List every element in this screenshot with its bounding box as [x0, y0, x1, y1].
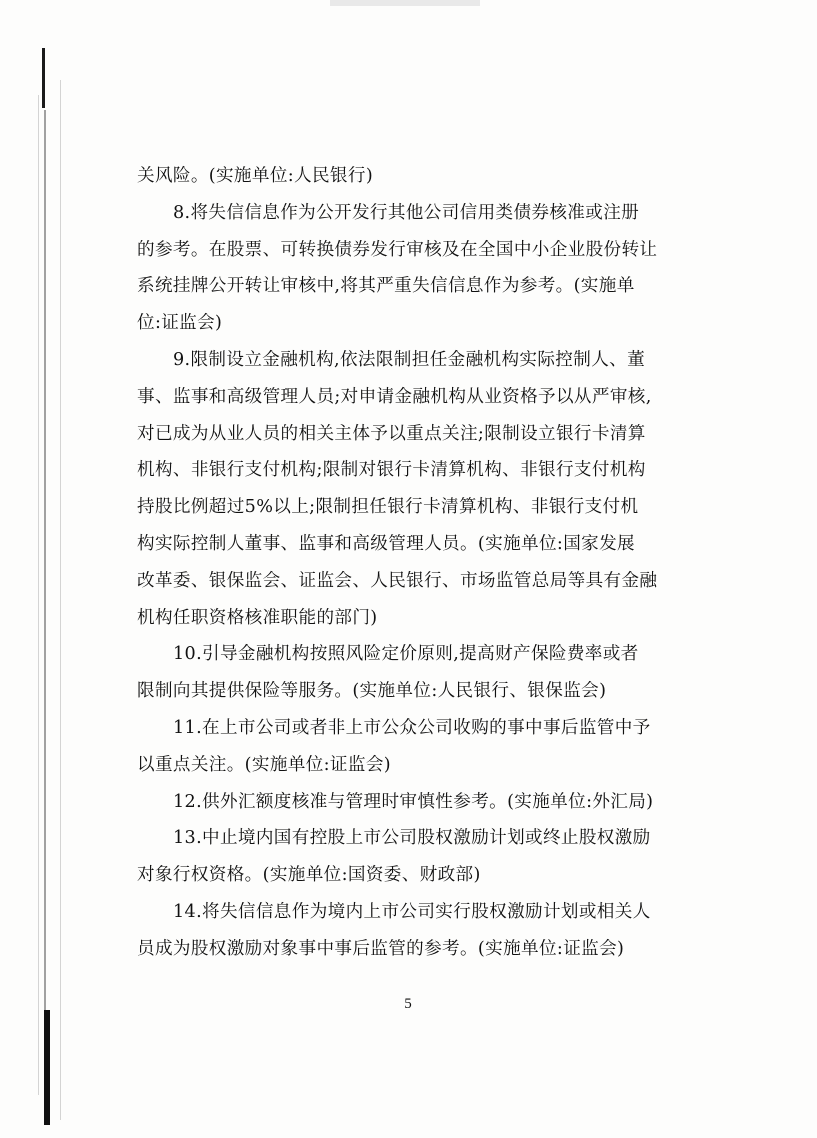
text-line: 机构任职资格核准职能的部门): [137, 607, 378, 628]
scan-edge-mark: [42, 48, 45, 108]
text-line: 位:证监会): [137, 313, 223, 334]
text-line: 对已成为从业人员的相关主体予以重点关注;限制设立银行卡清算: [137, 423, 646, 444]
page-number: 5: [404, 996, 412, 1012]
scan-edge-mark: [60, 80, 61, 1120]
text-line: 系统挂牌公开转让审核中,将其严重失信信息作为参考。(实施单: [137, 276, 635, 297]
scan-edge-mark: [44, 1010, 50, 1125]
text-line: 11.在上市公司或者非上市公众公司收购的事中事后监管中予: [173, 717, 651, 738]
text-line: 13.中止境内国有控股上市公司股权激励计划或终止股权激励: [173, 828, 651, 849]
scan-edge-mark: [38, 95, 39, 1095]
scan-smudge: [330, 0, 480, 6]
text-line: 9.限制设立金融机构,依法限制担任金融机构实际控制人、董: [173, 349, 646, 370]
text-line: 10.引导金融机构按照风险定价原则,提高财产保险费率或者: [173, 644, 639, 665]
text-line: 12.供外汇额度核准与管理时审慎性参考。(实施单位:外汇局): [173, 791, 654, 812]
text-line: 机构、非银行支付机构;限制对银行卡清算机构、非银行支付机构: [137, 460, 646, 481]
text-line: 持股比例超过5%以上;限制担任银行卡清算机构、非银行支付机: [137, 497, 639, 518]
text-line: 事、监事和高级管理人员;对申请金融机构从业资格予以从严审核,: [137, 386, 652, 407]
text-line: 的参考。在股票、可转换债券发行审核及在全国中小企业股份转让: [137, 239, 658, 260]
text-line: 员成为股权激励对象事中事后监管的参考。(实施单位:证监会): [137, 938, 625, 959]
text-line: 14.将失信信息作为境内上市公司实行股权激励计划或相关人: [173, 901, 651, 922]
document-body: [137, 158, 677, 968]
scan-edge-mark: [44, 110, 46, 1010]
text-line: 构实际控制人董事、监事和高级管理人员。(实施单位:国家发展: [137, 533, 635, 554]
text-line: 关风险。(实施单位:人民银行): [137, 166, 374, 186]
text-line: 8.将失信信息作为公开发行其他公司信用类债券核准或注册: [173, 202, 640, 223]
text-line: 改革委、银保监会、证监会、人民银行、市场监管总局等具有金融: [137, 570, 658, 591]
text-line: 以重点关注。(实施单位:证监会): [137, 754, 391, 775]
text-line: 对象行权资格。(实施单位:国资委、财政部): [137, 865, 481, 886]
text-line: 限制向其提供保险等服务。(实施单位:人民银行、银保监会): [137, 681, 607, 702]
